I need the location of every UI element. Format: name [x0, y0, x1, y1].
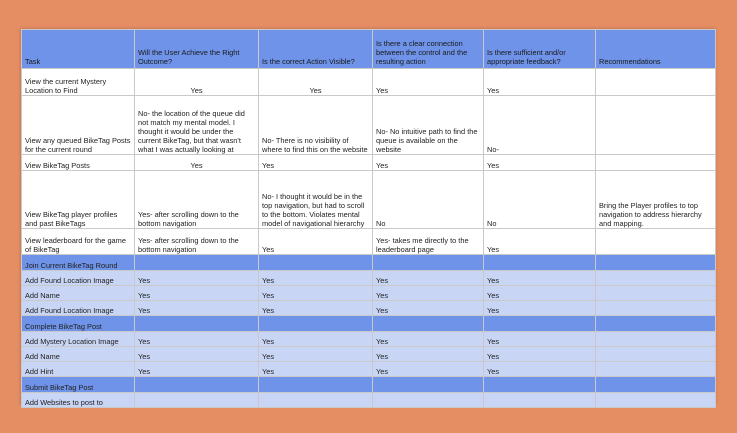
header-feedback: Is there sufficient and/or appropriate feedback?	[484, 30, 596, 69]
header-row	[22, 30, 716, 69]
cell-outcome: Yes	[135, 271, 259, 286]
section-empty-cell	[596, 316, 716, 332]
cell-outcome	[135, 393, 259, 408]
cell-task: Add Name	[22, 286, 135, 301]
table-row	[22, 229, 716, 255]
section-empty-cell	[135, 255, 259, 271]
evaluation-table-sheet	[21, 29, 715, 405]
cell-task: View any queued BikeTag Posts for the current round	[22, 96, 135, 155]
header-outcome: Will the User Achieve the Right Outcome?	[135, 30, 259, 69]
section-title: Submit BikeTag Post	[22, 377, 135, 393]
table-row	[22, 301, 716, 316]
cell-recommendation	[596, 393, 716, 408]
cell-feedback: No	[484, 171, 596, 229]
cell-action-visible: Yes	[259, 332, 373, 347]
cell-action-visible: Yes	[259, 69, 373, 96]
cell-action-visible: No- I thought it would be in the top navigation, but had to scroll to the bottom. Violates mental model of navigational hierarchy	[259, 171, 373, 229]
cell-feedback: Yes	[484, 69, 596, 96]
cell-outcome: Yes	[135, 347, 259, 362]
cell-feedback: Yes	[484, 286, 596, 301]
cell-recommendation	[596, 301, 716, 316]
section-empty-cell	[596, 377, 716, 393]
section-empty-cell	[373, 316, 484, 332]
cell-connection: Yes	[373, 347, 484, 362]
cell-outcome: Yes	[135, 286, 259, 301]
table-row	[22, 155, 716, 171]
section-empty-cell	[373, 255, 484, 271]
table-row	[22, 96, 716, 155]
section-header-row	[22, 316, 716, 332]
section-empty-cell	[259, 377, 373, 393]
cell-feedback: Yes	[484, 301, 596, 316]
cell-outcome: Yes- after scrolling down to the bottom navigation	[135, 171, 259, 229]
cell-recommendation	[596, 155, 716, 171]
cell-connection: Yes	[373, 362, 484, 377]
cell-recommendation: Bring the Player profiles to top navigation to address hierarchy and mapping.	[596, 171, 716, 229]
cell-task: Add Websites to post to	[22, 393, 135, 408]
cell-task: View BikeTag player profiles and past BikeTags	[22, 171, 135, 229]
cell-feedback	[484, 393, 596, 408]
cell-connection	[373, 393, 484, 408]
cell-action-visible: Yes	[259, 286, 373, 301]
cell-outcome: Yes	[135, 69, 259, 96]
cell-action-visible: Yes	[259, 347, 373, 362]
cell-outcome: Yes	[135, 301, 259, 316]
table-row	[22, 69, 716, 96]
section-empty-cell	[373, 377, 484, 393]
section-empty-cell	[596, 255, 716, 271]
cell-feedback: Yes	[484, 271, 596, 286]
header-task: Task	[22, 30, 135, 69]
section-empty-cell	[484, 316, 596, 332]
cell-task: View BikeTag Posts	[22, 155, 135, 171]
cell-feedback: Yes	[484, 347, 596, 362]
cell-feedback: Yes	[484, 332, 596, 347]
section-empty-cell	[484, 255, 596, 271]
cell-task: Add Found Location Image	[22, 301, 135, 316]
cell-connection: Yes	[373, 69, 484, 96]
cell-task: View leaderboard for the game of BikeTag	[22, 229, 135, 255]
cell-action-visible: Yes	[259, 301, 373, 316]
cell-task: Add Name	[22, 347, 135, 362]
section-empty-cell	[259, 316, 373, 332]
cell-feedback: Yes	[484, 155, 596, 171]
cell-feedback: No-	[484, 96, 596, 155]
cell-feedback: Yes	[484, 229, 596, 255]
evaluation-table	[21, 29, 716, 408]
table-row	[22, 347, 716, 362]
cell-feedback: Yes	[484, 362, 596, 377]
cell-action-visible: No- There is no visibility of where to find this on the website	[259, 96, 373, 155]
cell-task: Add Mystery Location Image	[22, 332, 135, 347]
cell-task: Add Hint	[22, 362, 135, 377]
cell-connection: Yes	[373, 155, 484, 171]
cell-connection: No	[373, 171, 484, 229]
cell-action-visible: Yes	[259, 155, 373, 171]
section-empty-cell	[135, 316, 259, 332]
cell-recommendation	[596, 286, 716, 301]
table-row	[22, 171, 716, 229]
header-recommendations: Recommendations	[596, 30, 716, 69]
cell-connection: Yes	[373, 286, 484, 301]
cell-connection: Yes- takes me directly to the leaderboard page	[373, 229, 484, 255]
cell-outcome: Yes	[135, 332, 259, 347]
section-title: Complete BikeTag Post	[22, 316, 135, 332]
section-empty-cell	[484, 377, 596, 393]
cell-connection: Yes	[373, 332, 484, 347]
section-header-row	[22, 255, 716, 271]
cell-action-visible: Yes	[259, 362, 373, 377]
table-row	[22, 332, 716, 347]
section-empty-cell	[135, 377, 259, 393]
cell-action-visible	[259, 393, 373, 408]
cell-task: Add Found Location Image	[22, 271, 135, 286]
cell-recommendation	[596, 347, 716, 362]
cell-recommendation	[596, 229, 716, 255]
cell-connection: Yes	[373, 271, 484, 286]
table-row	[22, 393, 716, 408]
cell-outcome: Yes	[135, 155, 259, 171]
cell-outcome: No- the location of the queue did not match my mental model. I thought it would be under the current BikeTag, but that wasn't what I was actually looking at	[135, 96, 259, 155]
cell-action-visible: Yes	[259, 271, 373, 286]
section-empty-cell	[259, 255, 373, 271]
cell-recommendation	[596, 69, 716, 96]
cell-action-visible: Yes	[259, 229, 373, 255]
cell-recommendation	[596, 332, 716, 347]
cell-outcome: Yes	[135, 362, 259, 377]
header-action-visible: Is the correct Action Visible?	[259, 30, 373, 69]
table-row	[22, 271, 716, 286]
cell-connection: No- No intuitive path to find the queue is available on the website	[373, 96, 484, 155]
cell-recommendation	[596, 96, 716, 155]
cell-task: View the current Mystery Location to Find	[22, 69, 135, 96]
header-connection: Is there a clear connection between the control and the resulting action	[373, 30, 484, 69]
table-row	[22, 286, 716, 301]
cell-recommendation	[596, 271, 716, 286]
cell-connection: Yes	[373, 301, 484, 316]
section-title: Join Current BikeTag Round	[22, 255, 135, 271]
table-row	[22, 362, 716, 377]
cell-recommendation	[596, 362, 716, 377]
cell-outcome: Yes- after scrolling down to the bottom navigation	[135, 229, 259, 255]
section-header-row	[22, 377, 716, 393]
